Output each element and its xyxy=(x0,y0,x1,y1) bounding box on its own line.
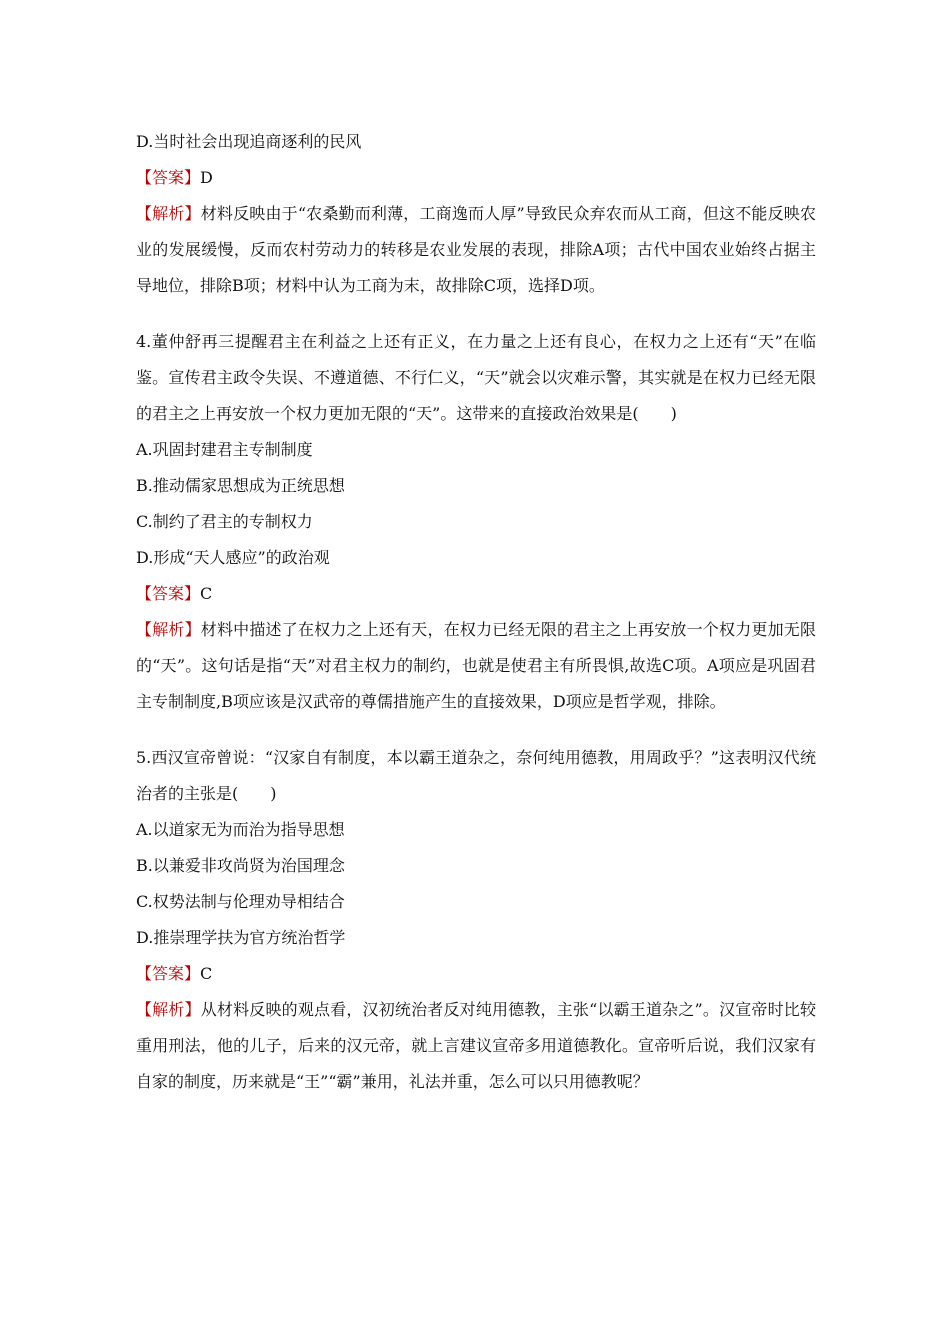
answer-value: C xyxy=(200,584,213,603)
answer-label: 【答案】 xyxy=(136,964,201,983)
answer-value: C xyxy=(200,964,213,983)
q4-option-a: A.巩固封建君主专制制度 xyxy=(136,440,313,459)
q5-analysis xyxy=(136,992,816,1100)
q5-answer xyxy=(136,956,816,992)
q4-option-d: D.形成“天人感应”的政治观 xyxy=(136,548,330,567)
q5-option-b: B.以兼爱非攻尚贤为治国理念 xyxy=(136,856,345,875)
analysis-label: 【解析】 xyxy=(136,204,201,223)
analysis-text: 从材料反映的观点看，汉初统治者反对纯用德教，主张“以霸王道杂之”。汉宣帝时比较重用刑法，他的儿子，后来的汉元帝，就上言建议宣帝多用道德教化。宣帝听后说，我们汉家有自家的制度，历来就是“王”“霸”兼用，礼法并重，怎么可以只用德教呢？ xyxy=(136,1000,816,1091)
answer-label: 【答案】 xyxy=(136,168,201,187)
q3-analysis xyxy=(136,196,816,304)
q3-answer xyxy=(136,160,816,196)
q4-option-b: B.推动儒家思想成为正统思想 xyxy=(136,476,345,495)
q5-option-d: D.推崇理学扶为官方统治哲学 xyxy=(136,928,346,947)
analysis-label: 【解析】 xyxy=(136,1000,201,1019)
document-page xyxy=(136,124,816,1100)
q3-option-d: D.当时社会出现追商逐利的民风 xyxy=(136,132,362,151)
analysis-text: 材料中描述了在权力之上还有天，在权力已经无限的君主之上再安放一个权力更加无限的“天”。这句话是指“天”对君主权力的制约，也就是使君主有所畏惧,故选C项。A项应是巩固君主专制制度,B项应该是汉武帝的尊儒措施产生的直接效果，D项应是哲学观，排除。 xyxy=(136,620,816,711)
q5-option-a: A.以道家无为而治为指导思想 xyxy=(136,820,345,839)
q5-stem: 5.西汉宣帝曾说：“汉家自有制度，本以霸王道杂之，奈何纯用德教，用周政乎？”这表明汉代统治者的主张是( ) xyxy=(136,748,816,803)
q5-option-c: C.权势法制与伦理劝导相结合 xyxy=(136,892,345,911)
q4-analysis xyxy=(136,612,816,720)
q4-answer xyxy=(136,576,816,612)
q4-option-c: C.制约了君主的专制权力 xyxy=(136,512,313,531)
answer-label: 【答案】 xyxy=(136,584,201,603)
analysis-label: 【解析】 xyxy=(136,620,201,639)
analysis-text: 材料反映由于“农桑勤而利薄，工商逸而人厚”导致民众弃农而从工商，但这不能反映农业的发展缓慢，反而农村劳动力的转移是农业发展的表现，排除A项；古代中国农业始终占据主导地位，排除B项；材料中认为工商为末，故排除C项，选择D项。 xyxy=(136,204,816,295)
q4-stem: 4.董仲舒再三提醒君主在利益之上还有正义，在力量之上还有良心，在权力之上还有“天”在临鉴。宣传君主政令失误、不遵道德、不行仁义，“天”就会以灾难示警，其实就是在权力已经无限的君主之上再安放一个权力更加无限的“天”。这带来的直接政治效果是( ) xyxy=(136,332,816,423)
answer-value: D xyxy=(200,168,213,187)
